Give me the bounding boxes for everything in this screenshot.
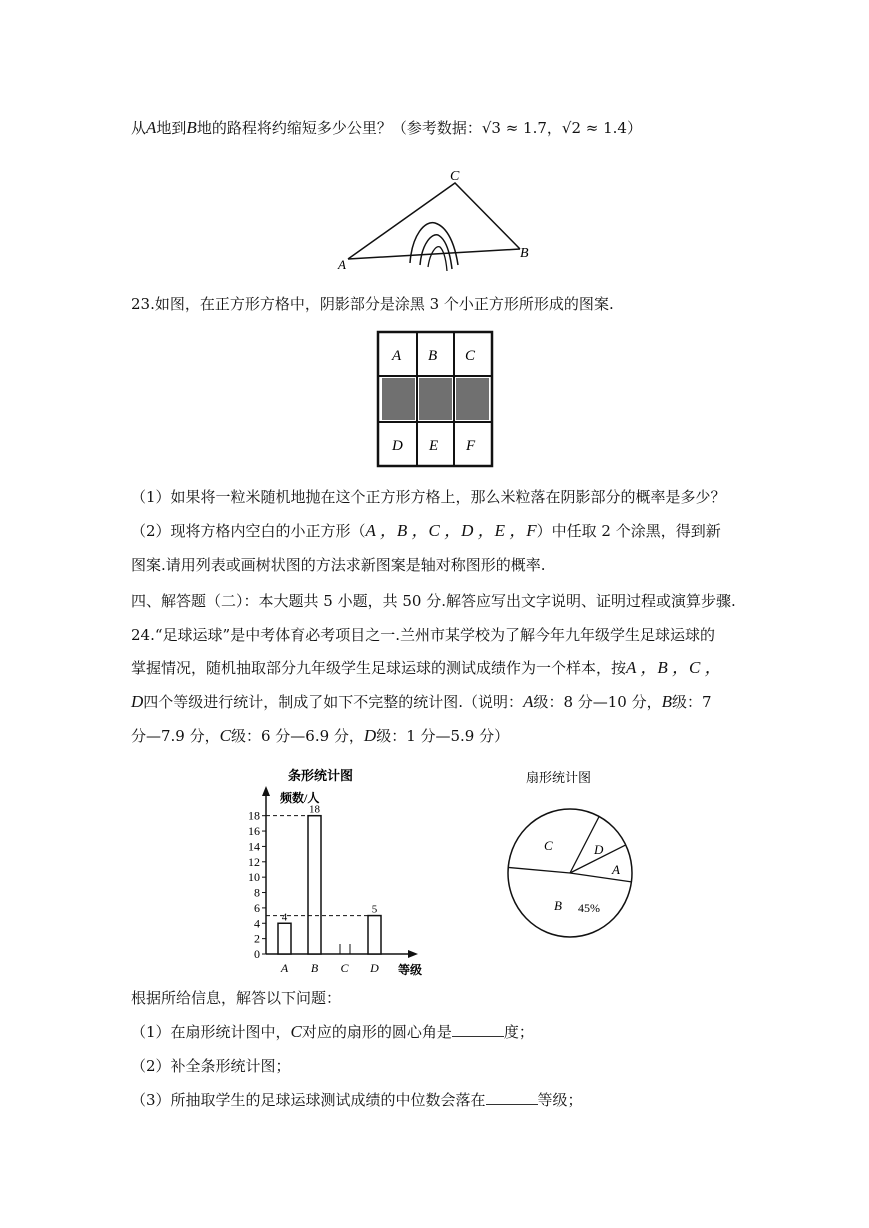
y-tick-label: 10 — [248, 870, 260, 885]
q22-question-tail: 从A地到B地的路程将约缩短多少公里？（参考数据：√3 ≈ 1.7，√2 ≈ 1.4） — [131, 118, 642, 137]
y-tick-label: 12 — [248, 854, 260, 869]
q24-line2: 掌握情况，随机抽取部分九年级学生足球运球的测试成绩作为一个样本，按A ，B ，C ， — [131, 658, 722, 677]
data-label-A: 4 — [281, 911, 288, 924]
shaded-cell-1 — [382, 378, 415, 420]
y-tick-label: 2 — [254, 931, 260, 946]
q23-stem: 23.如图，在正方形方格中，阴影部分是涂黑 3 个小正方形所形成的图案. — [131, 295, 614, 313]
answer-blank-1[interactable] — [452, 1022, 504, 1037]
x-axis-arrow — [408, 950, 418, 958]
data-label-B: 18 — [309, 803, 320, 816]
y-axis-arrow — [262, 786, 270, 796]
q23-part2: （2）现将方格内空白的小正方形（A ，B ，C ，D ，E ，F）中任取 2 个涂黑，得到新 — [131, 521, 721, 540]
y-tick-label: 0 — [254, 947, 260, 961]
grid-figure — [376, 330, 496, 470]
shaded-cell-3 — [456, 378, 489, 420]
x-tick-label: C — [340, 961, 349, 975]
pie-annotation-B: 45% — [578, 901, 600, 915]
data-label-D: 5 — [371, 903, 378, 916]
bar-chart-title: 条形统计图 — [288, 768, 354, 783]
cell-A: A — [392, 348, 402, 364]
x-tick-label: D — [370, 961, 379, 975]
q24-sub2: （2）补全条形统计图； — [131, 1057, 291, 1075]
pie-chart-title: 扇形统计图 — [526, 770, 592, 785]
label-C: C — [450, 169, 460, 184]
cell-B: B — [428, 348, 438, 364]
cell-F: F — [466, 438, 476, 454]
bar-chart-xlabel: 等级 — [398, 963, 423, 977]
q24-line4: 分—7.9 分，C级：6 分—6.9 分，D级：1 分—5.9 分） — [131, 726, 510, 745]
x-tick-label: A — [280, 961, 289, 975]
y-tick-label: 14 — [248, 839, 260, 854]
pie-label-D: D — [594, 842, 604, 857]
pie-chart — [500, 762, 640, 942]
shaded-cell-2 — [419, 378, 452, 420]
bar-D — [368, 916, 381, 954]
y-tick-label: 16 — [248, 824, 260, 839]
q24-line3: D四个等级进行统计，制成了如下不完整的统计图.（说明：A级：8 分—10 分，B级：7 — [131, 692, 712, 711]
pie-label-A: A — [612, 862, 620, 877]
bar-B — [308, 816, 321, 954]
bar-chart — [230, 762, 440, 982]
q24-line1: 24.“足球运球”是中考体育必考项目之一.兰州市某学校为了解今年九年级学生足球运球的 — [131, 626, 715, 644]
cell-D: D — [392, 438, 403, 454]
y-tick-label: 18 — [248, 808, 260, 823]
pie-layer — [508, 809, 632, 937]
cell-C: C — [465, 348, 476, 364]
x-tick-label: B — [310, 961, 319, 975]
bar-chart-ylabel: 频数/人 — [280, 791, 320, 805]
answer-blank-3[interactable] — [486, 1090, 538, 1105]
q24-sub1: （1）在扇形统计图中，C对应的扇形的圆心角是 度； — [131, 1022, 534, 1041]
cell-E: E — [429, 438, 439, 454]
label-A: A — [338, 257, 346, 272]
pie-label-C: C — [544, 838, 553, 853]
q23-part1: （1）如果将一粒米随机地抛在这个正方形方格上，那么米粒落在阴影部分的概率是多少？ — [131, 488, 726, 506]
label-B: B — [520, 246, 529, 261]
q24-sub3: （3）所抽取学生的足球运球测试成绩的中位数会落在 等级； — [131, 1091, 583, 1109]
triangle-mountain-figure — [330, 165, 550, 275]
q24-after-charts: 根据所给信息，解答以下问题： — [131, 989, 342, 1007]
y-tick-label: 6 — [254, 900, 260, 915]
bar-layer — [248, 786, 418, 975]
y-tick-label: 4 — [254, 916, 260, 931]
pie-label-B: B — [554, 898, 562, 913]
section-4-heading: 四、解答题（二）：本大题共 5 小题，共 50 分.解答应写出文字说明、证明过程或演算步骤. — [131, 592, 736, 610]
q23-part2-cont: 图案.请用列表或画树状图的方法求新图案是轴对称图形的概率. — [131, 556, 546, 574]
bar-A — [278, 923, 291, 954]
y-tick-label: 8 — [254, 885, 260, 900]
